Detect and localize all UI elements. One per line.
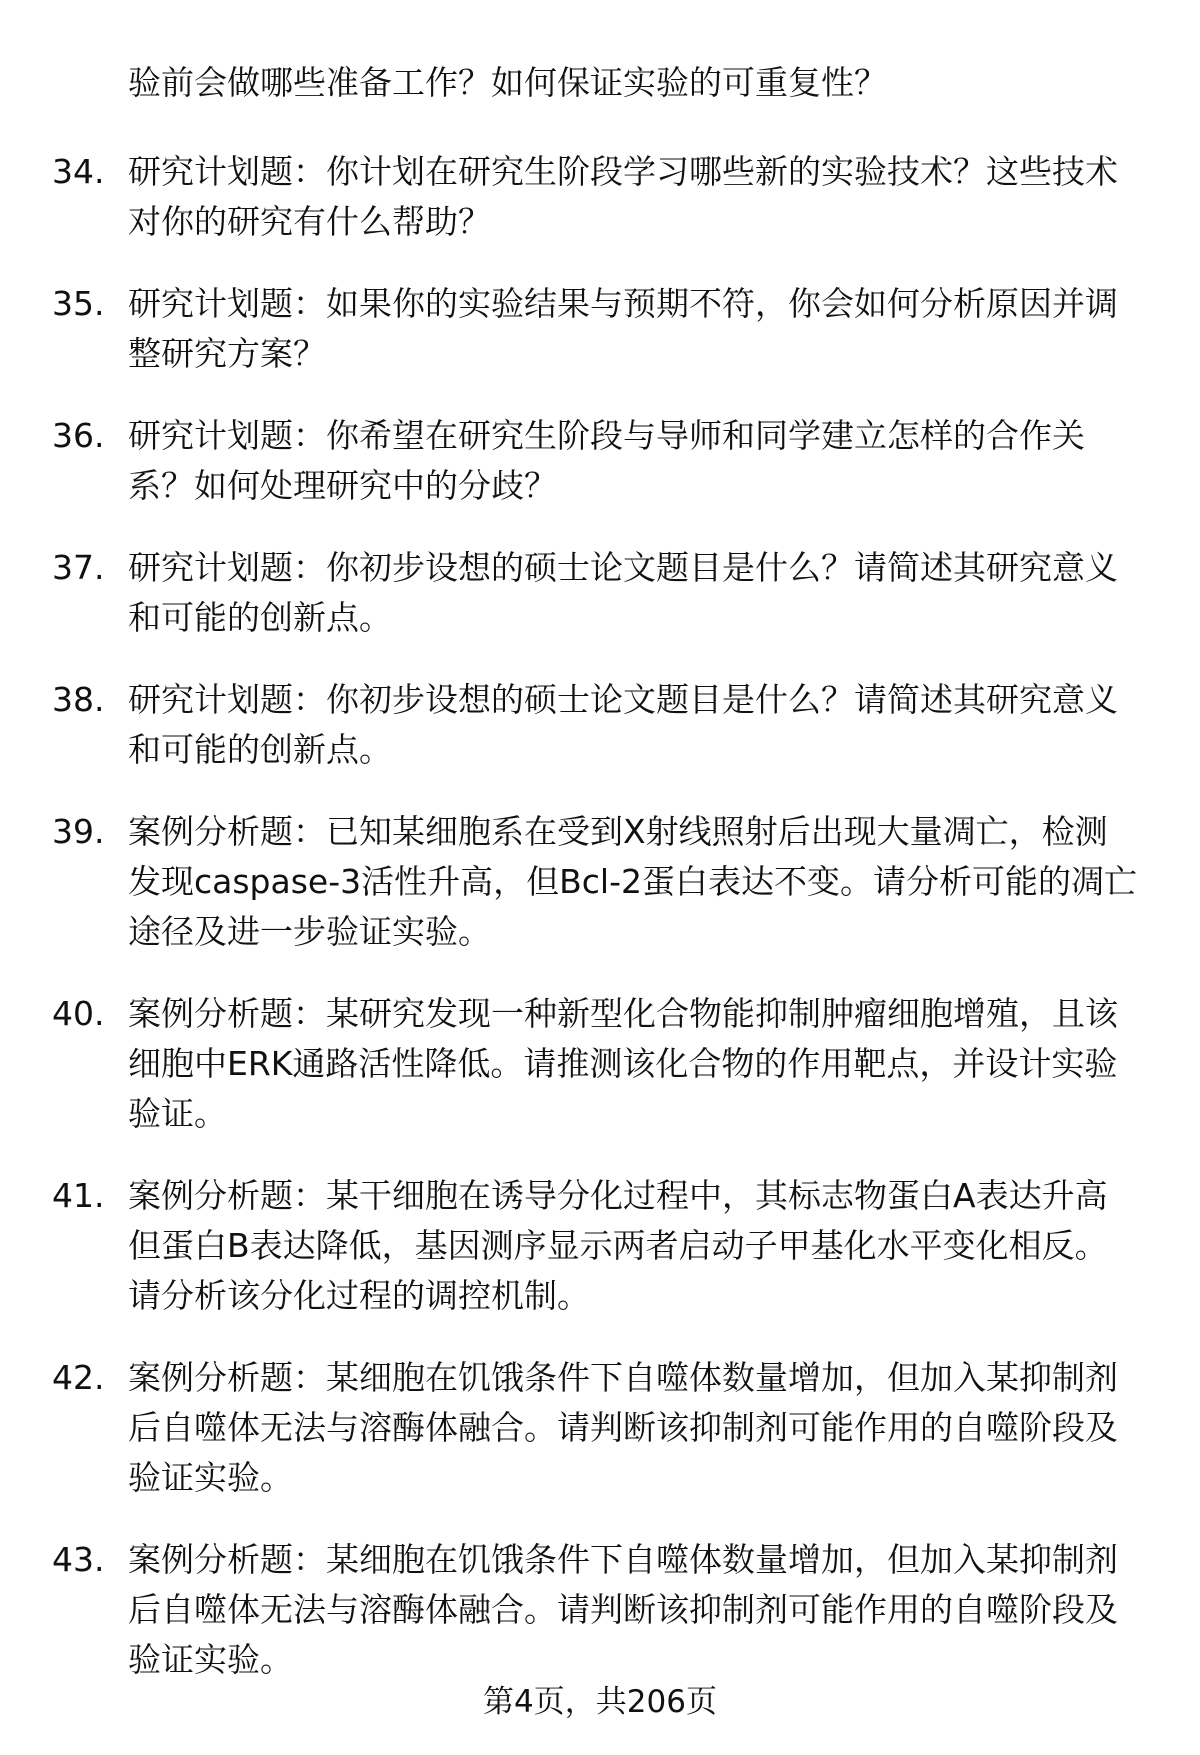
question-item (0, 147, 1200, 247)
question-number: 36. (52, 416, 105, 455)
question-number: 39. (52, 812, 105, 851)
question-number: 41. (52, 1176, 105, 1215)
question-item (0, 807, 1200, 957)
question-text: 案例分析题：某干细胞在诱导分化过程中，其标志物蛋白A表达升高但蛋白B表达降低，基因测序显示两者启动子甲基化水平变化相反。请分析该分化过程的调控机制。 (128, 1176, 1108, 1315)
question-item (0, 411, 1200, 511)
question-item (0, 1353, 1200, 1503)
question-number: 35. (52, 284, 105, 323)
question-text: 案例分析题：某细胞在饥饿条件下自噬体数量增加，但加入某抑制剂后自噬体无法与溶酶体融合。请判断该抑制剂可能作用的自噬阶段及验证实验。 (128, 1358, 1118, 1497)
question-list (0, 147, 1200, 1717)
question-text: 研究计划题：你希望在研究生阶段与导师和同学建立怎样的合作关系？如何处理研究中的分歧？ (128, 416, 1085, 505)
continued-question-text: 验前会做哪些准备工作？如何保证实验的可重复性？ (128, 63, 887, 102)
question-number: 37. (52, 548, 105, 587)
question-text: 研究计划题：如果你的实验结果与预期不符，你会如何分析原因并调整研究方案？ (128, 284, 1118, 373)
question-text: 案例分析题：某研究发现一种新型化合物能抑制肿瘤细胞增殖，且该细胞中ERK通路活性降低。请推测该化合物的作用靶点，并设计实验验证。 (128, 994, 1118, 1133)
question-text: 案例分析题：已知某细胞系在受到X射线照射后出现大量凋亡，检测发现caspase-3活性升高，但Bcl-2蛋白表达不变。请分析可能的凋亡途径及进一步验证实验。 (128, 812, 1137, 951)
question-number: 42. (52, 1358, 105, 1397)
question-item (0, 543, 1200, 643)
question-item (0, 1535, 1200, 1685)
question-text: 研究计划题：你初步设想的硕士论文题目是什么？请简述其研究意义和可能的创新点。 (128, 680, 1118, 769)
question-text: 研究计划题：你初步设想的硕士论文题目是什么？请简述其研究意义和可能的创新点。 (128, 548, 1118, 637)
question-text: 研究计划题：你计划在研究生阶段学习哪些新的实验技术？这些技术对你的研究有什么帮助？ (128, 152, 1118, 241)
question-number: 38. (52, 680, 105, 719)
question-item (0, 279, 1200, 379)
question-text: 案例分析题：某细胞在饥饿条件下自噬体数量增加，但加入某抑制剂后自噬体无法与溶酶体融合。请判断该抑制剂可能作用的自噬阶段及验证实验。 (128, 1540, 1118, 1679)
question-item (0, 1171, 1200, 1321)
question-number: 43. (52, 1540, 105, 1579)
page-number: 第4页，共206页 (483, 1684, 717, 1720)
question-item (0, 675, 1200, 775)
question-item (0, 989, 1200, 1139)
question-number: 34. (52, 152, 105, 191)
question-number: 40. (52, 994, 105, 1033)
